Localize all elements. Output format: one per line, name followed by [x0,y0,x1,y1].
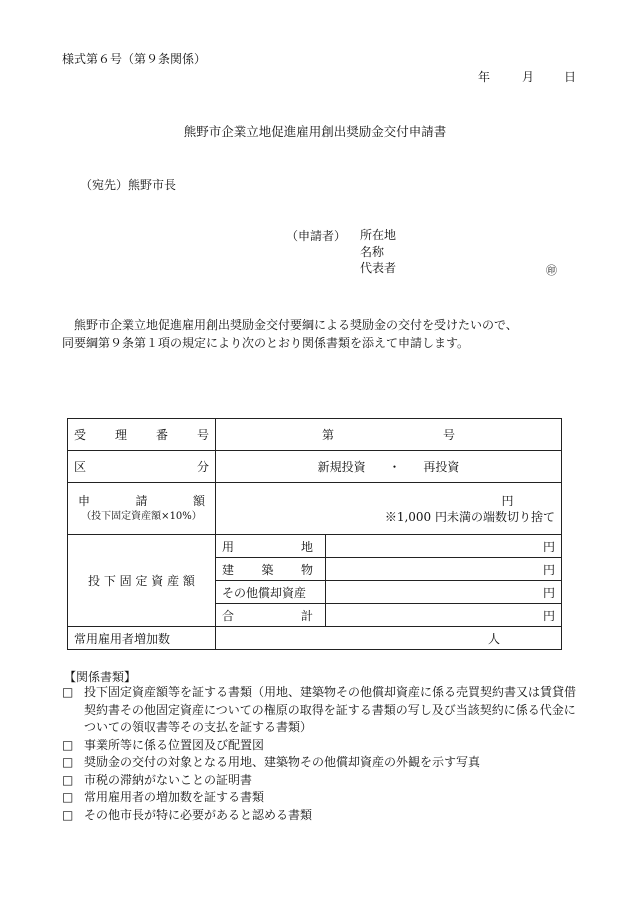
category-option-new[interactable]: 新規投資 [317,460,366,474]
checkbox-icon[interactable]: □ [62,790,74,804]
list-item: □ 奨励金の交付の対象となる用地、建築物その他償却資産の外観を示す写真 [62,754,582,772]
total-label: 合 計 [216,604,326,627]
applicant-label: （申請者） [286,229,347,243]
date-year: 年 [478,70,491,84]
date-day: 日 [564,70,577,84]
building-value[interactable]: 円 [326,558,562,581]
date-month: 月 [522,70,535,84]
category-label: 区 分 [68,451,216,483]
reception-number-label: 受 理 番 号 [68,419,216,451]
attachments-list [62,684,582,824]
page-title: 熊野市企業立地促進雇用創出奨励金交付申請書 [183,124,447,139]
investment-label: 投 下 固 定 資 産 額 [68,535,216,627]
list-item: □ 投下固定資産額等を証する書類（用地、建築物その他償却資産に係る売買契約書又は賃貸借契約書その他固定資産についての権原の取得を証する書類の写し及び当該契約に係る代金についての領収書等その支払を証する書類） [62,684,582,737]
other-assets-label: その他償却資産 [216,581,326,604]
seal-mark: ㊞ [546,264,557,277]
form-number: 様式第６号（第９条関係） [62,52,207,66]
employees-value[interactable]: 人 [216,627,562,650]
building-label: 建 築 物 [216,558,326,581]
application-amount-label: 申 請 額 （投下固定資産額×10%） [68,483,216,535]
checkbox-icon[interactable]: □ [62,807,74,822]
category-option-reinvest[interactable]: 再投資 [423,460,460,474]
list-item: □ 市税の滞納がないことの証明書 [62,772,582,790]
checkbox-icon[interactable]: □ [62,685,74,699]
land-label: 用 地 [216,535,326,558]
land-value[interactable]: 円 [326,535,562,558]
body-text [62,316,572,352]
total-value[interactable]: 円 [326,604,562,627]
reception-number-value[interactable]: 第 号 [216,419,562,451]
addressee: （宛先）熊野市長 [80,178,177,192]
body-line-2: 同要綱第９条第１項の規定により次のとおり関係書類を添えて申請します。 [62,336,470,350]
applicant-fields [360,227,396,277]
checkbox-icon[interactable]: □ [62,772,74,787]
checkbox-icon[interactable]: □ [62,755,74,769]
list-item: □ 常用雇用者の増加数を証する書類 [62,789,582,807]
application-amount-value[interactable]: 円 ※1,000 円未満の端数切り捨て [216,483,562,535]
applicant-address-label: 所在地 [360,228,397,242]
list-item: □ 事業所等に係る位置図及び配置図 [62,737,582,755]
employees-label: 常用雇用者増加数 [68,627,216,650]
row-reception-number [68,419,562,451]
category-options: 新規投資 ・ 再投資 [216,451,562,483]
other-assets-value[interactable]: 円 [326,581,562,604]
row-category [68,451,562,483]
row-application-amount [68,483,562,535]
row-employees [68,627,562,650]
attachments-heading: 【関係書類】 [64,670,137,684]
applicant-name-label: 名称 [360,244,385,259]
application-table [67,418,562,650]
list-item: □ その他市長が特に必要があると認める書類 [62,807,582,825]
applicant-representative-label: 代表者 [360,261,397,275]
body-line-1: 熊野市企業立地促進雇用創出奨励金交付要綱による奨励金の交付を受けたいので、 [74,318,518,332]
date-line [478,68,576,85]
row-land [68,535,562,558]
checkbox-icon[interactable]: □ [62,737,74,752]
